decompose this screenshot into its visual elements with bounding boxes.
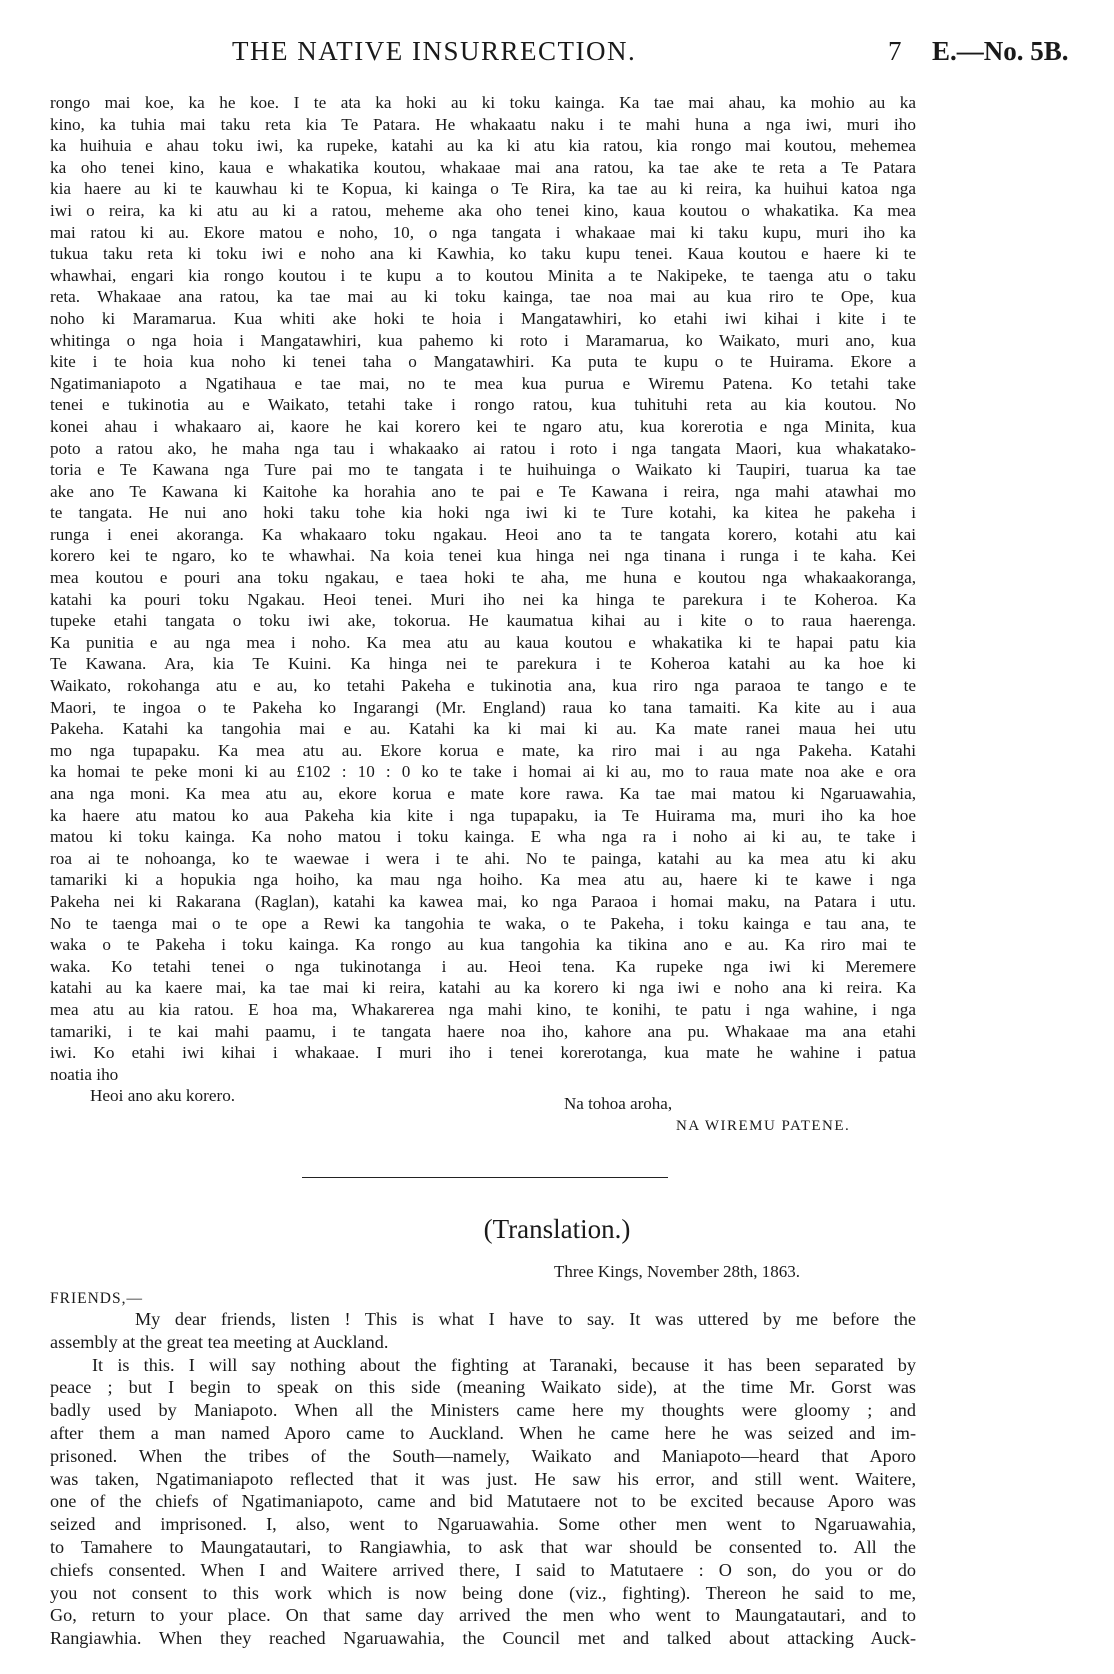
text-line: ka homai te peke moni ki au £102 : 10 : 0 ko te take i homai ai ki au, mo to raua mate noa ake e ora xyxy=(50,762,916,782)
text-line: tamariki ki a hopukia nga hoiho, ka mau nga hoiho. Ka mea atu au, haere ki te kawe i nga xyxy=(50,870,916,890)
text-line: kia haere au ki te kauwhau ki te Kopua, ki kainga o Te Rira, ka tae au ki reira, ka huihui katoa nga xyxy=(50,179,916,199)
closing-line: Heoi ano aku korero. xyxy=(90,1086,236,1106)
text-line: Waikato, rokohanga atu e au, ko tetahi Pakeha e tukinotia ana, kua riro nga paraoa te tango e te xyxy=(50,676,916,696)
text-line: noatia iho xyxy=(50,1064,119,1084)
translation-heading: (Translation.) xyxy=(483,1214,631,1244)
text-line: Pakeha. Katahi ka tangohia mai e au. Katahi ka ki mai ki au. Ka mate ranei maua hei utu xyxy=(50,719,916,739)
text-line: was taken, Ngatimaniapoto reflected that it was just. He saw his error, and still went. Waitere, xyxy=(50,1468,916,1489)
text-line: to Tamahere to Maungatautari, to Rangiawhia, to ask that war should be consented to. All the xyxy=(50,1536,916,1557)
text-line: ka oho tenei kino, kaua e whakatika koutou, whakaae mai ana ratou, ka tae ake te reta a Te Patara xyxy=(50,157,916,177)
text-line: runga i enei akoranga. Ka whakaaro toku ngakau. Heoi ano ta te tangata korero, kotahi atu kai xyxy=(50,524,916,544)
text-line: ake ano Te Kawana ki Kaitohe ka horahia ano te pai e Te Kawana i reira, nga mahi atawhai mo xyxy=(50,481,916,501)
text-line: No te taenga mai o te ope a Rewi ka tangohia te waka, o te Pakeha, i toku kainga e tau ana, te xyxy=(50,913,916,933)
text-line: rongo mai koe, ka he koe. I te ata ka hoki au ki toku kainga. Ka tae mai ahau, ka mohio au ka xyxy=(50,93,916,112)
text-line: Pakeha nei ki Rakarana (Raglan), katahi ka kawea mai, ko nga Paraoa i homai maku, na Patara i utu. xyxy=(50,891,916,911)
text-line: seized and imprisoned. I, also, went to Ngaruawahia. Some other men went to Ngaruawahia, xyxy=(50,1514,916,1535)
translation-dateline: Three Kings, November 28th, 1863. xyxy=(554,1262,800,1281)
letter-signoff: Na tohoa aroha, xyxy=(564,1094,673,1113)
text-line: It is this. I will say nothing about the fighting at Taranaki, because it has been separated by xyxy=(92,1354,916,1375)
text-line: badly used by Maniapoto. When all the Ministers came here my thoughts were gloomy ; and xyxy=(50,1400,916,1421)
text-line: chiefs consented. When I and Waitere arrived there, I said to Matutaere : O son, do you or do xyxy=(50,1559,916,1580)
text-line: Go, return to your place. On that same day arrived the men who went to Maungatautari, and to xyxy=(50,1605,916,1626)
text-line: kino, ka tuhia mai taku reta kia Te Patara. He whakaatu naku i te mahi huna a nga iwi, muri iho xyxy=(50,114,916,134)
text-line: noho ki Maramarua. Kua whiti ake hoki te hoia i Mangatawhiri, ko etahi iwi kihai i kite i te xyxy=(50,308,916,328)
text-line: Ngatimaniapoto a Ngatihaua e tae mai, no te mea kua purua e Wiremu Patena. Ko tetahi take xyxy=(50,373,916,393)
text-line: tukua taku reta ki toku iwi e noho ana ki Kawhia, ko taku kupu tenei. Kaua koutou e haere ki te xyxy=(50,244,916,264)
text-line: reta. Whakaae ana ratou, ka tae mai au ki toku kainga, tae noa mai au kua riro te Ope, kua xyxy=(50,287,916,307)
text-line: te tangata. He nui ano hoki taku tohe kia hoki nga iwi ki te Ture kotahi, ka kitea he pakeha i xyxy=(50,503,916,523)
text-line: you not consent to this work which is now being done (viz., fighting). Thereon he said to me, xyxy=(50,1582,916,1603)
text-line: tupeke etahi tangata o toku iwi ake, tokorua. He kaumatua kihai au i kite o to raua haerenga. xyxy=(50,611,916,631)
text-line: one of the chiefs of Ngatimaniapoto, came and bid Matutaere not to be excited because Aporo was xyxy=(50,1491,916,1512)
text-line: tenei e tukinotia au e Waikato, tetahi take i rongo ratou, kua tuhituhi reta au kia koutou. No xyxy=(50,395,916,415)
text-line: assembly at the great tea meeting at Auckland. xyxy=(50,1331,389,1352)
text-line: katahi ka pouri toku Ngakau. Heoi tenei. Muri iho nei ka hinga te parekura i te Koheroa. Ka xyxy=(50,589,916,609)
text-line: Te Kawana. Ara, kia Te Kuini. Ka hinga nei te parekura i te Koheroa katahi au ka hoe ki xyxy=(50,654,916,674)
document-reference: E.—No. 5B. xyxy=(932,36,1069,66)
text-line: matou ki toku kainga. Ka noho matou i toku kainga. E wha nga ra i noho ai ki au, te take i xyxy=(50,827,916,847)
text-line: poto a ratou ako, he maha nga tau i whakaako ai ratou i roto i nga tangata Maori, kua whakatako- xyxy=(50,438,916,458)
text-line: waka o te Pakeha i toku kainga. Ka rongo au kua tangohia ka tikina ano e au. Ka riro mai te xyxy=(50,935,916,955)
letter-signature: NA WIREMU PATENE. xyxy=(676,1118,851,1134)
page-number: 7 xyxy=(888,36,902,66)
text-line: korero kei te ngaro, ko te whawhai. Na koia tenei kua hinga nei nga tinana i runga i te kaha. Kei xyxy=(50,546,916,566)
text-line: konei ahau i whakaaro ai, kaore he kai korero kei te ngaro atu, kua korerotia e nga Minita, kua xyxy=(50,416,916,436)
text-line: peace ; but I begin to speak on this side (meaning Waikato side), at the time Mr. Gorst was xyxy=(50,1377,916,1398)
text-line: waka. Ko tetahi tenei o nga tukinotanga i au. Heoi tena. Ka rupeke nga iwi ki Meremere xyxy=(50,956,916,976)
text-line: Maori, te ingoa o te Pakeha ko Ingarangi (Mr. England) raua ko tana tamaiti. Ka kite au i aua xyxy=(50,697,916,717)
text-line: katahi au ka kaere mai, ka tae mai ki reira, katahi au ka korero ki nga iwi e noho ana ki reira. Ka xyxy=(50,978,916,998)
text-line: mea atu au kia ratou. E hoa ma, Whakarerea nga mahi kino, te konihi, te patu i nga wahine, i nga xyxy=(50,999,916,1019)
maori-letter-body xyxy=(50,92,916,1107)
text-line: after them a man named Aporo came to Auckland. When he came here he was seized and im- xyxy=(50,1422,916,1443)
text-line: prisoned. When the tribes of the South—namely, Waikato and Maniapoto—heard that Aporo xyxy=(50,1445,916,1466)
text-line: iwi o reira, ka ki atu au ki a ratou, meheme aka oho tenei kino, kaua koutou o whakatika. Ka mea xyxy=(50,200,916,220)
text-line: whitinga o nga hoia i Mangatawhiri, kua pahemo ki roto i Maramarua, ko Waikato, muri ano, kua xyxy=(50,330,916,350)
text-line: Rangiawhia. When they reached Ngaruawahia, the Council met and talked about attacking Auck- xyxy=(50,1628,916,1649)
running-title: THE NATIVE INSURRECTION. xyxy=(232,36,637,66)
text-line: ka haere atu matou ko aua Pakeha kia kite i nga tupapaku, ia Te Huirama ma, muri iho ka hoe xyxy=(50,805,916,825)
text-line: tamariki, i te kai mahi paamu, i te tangata haere noa iho, kahore ana pu. Whakaae ma ana etahi xyxy=(50,1021,916,1041)
text-line: kite i te hoia kua noho ki tenei taha o Mangatawhiri. Ka puta te kupu o te Huirama. Ekore a xyxy=(50,352,916,372)
section-divider xyxy=(302,1177,668,1178)
text-line: whawhai, engari kia rongo koutou i te kupu a to koutou Minita a te Nakipeke, te taenga atu o taku xyxy=(50,265,916,285)
translation-salutation: FRIENDS,— xyxy=(50,1290,143,1307)
translation-body xyxy=(50,1308,916,1650)
page-header xyxy=(0,36,1114,76)
text-line: mai ratou ki au. Ekore matou e noho, 10, o nga tangata i whakaae mai ki taku kupu, muri iho ka xyxy=(50,222,916,242)
text-line: Ka punitia e au nga mea i noho. Ka mea atu au kaua koutou e whakatika ki te hapai patu kia xyxy=(50,632,916,652)
text-line: ka huihuia e ahau toku iwi, ka rupeke, katahi au ka ki atu kia ratou, kia rongo mai koutou, mehemea xyxy=(50,136,916,156)
text-line: iwi. Ko etahi iwi kihai i whakaae. I muri iho i tenei korerotanga, kua mate he wahine i patua xyxy=(50,1043,916,1063)
text-line: mo nga tupapaku. Ka mea atu au. Ekore korua e mate, ka riro mai i au nga Pakeha. Katahi xyxy=(50,740,916,760)
text-line: roa ai te nohoanga, ko te waewae i wera i te ahi. No te painga, katahi au ka mea atu ki aku xyxy=(50,848,916,868)
text-line: toria e Te Kawana nga Ture pai mo te tangata i te huihuinga o Waikato ki Taupiri, tuarua ka tae xyxy=(50,460,916,480)
text-line: My dear friends, listen ! This is what I have to say. It was uttered by me before the xyxy=(135,1309,916,1329)
text-line: ana nga moni. Ka mea atu au, ekore korua e mate kore rawa. Ka tae mai matou ki Ngaruawahia, xyxy=(50,784,916,803)
text-line: mea koutou e pouri ana toku ngakau, e taea hoki te aha, me huna e koutou nga whakaakoranga, xyxy=(50,568,916,588)
